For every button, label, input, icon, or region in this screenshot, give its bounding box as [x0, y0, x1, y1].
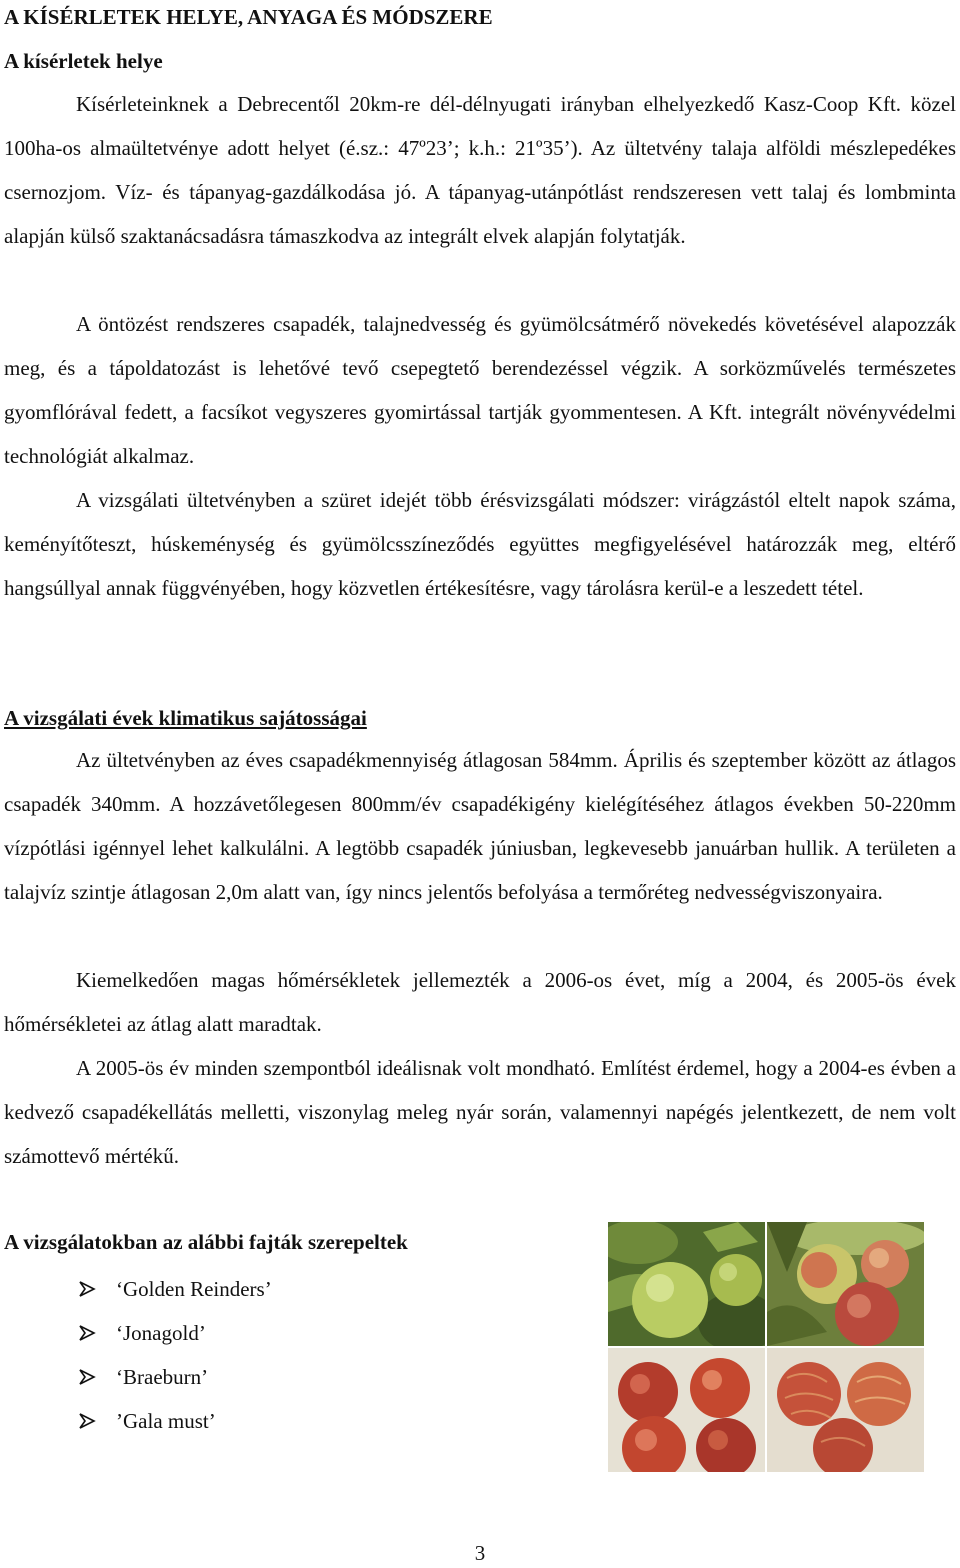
apple-photo-grid: [608, 1222, 924, 1472]
climate-heading: A vizsgálati évek klimatikus sajátosságai: [4, 706, 367, 730]
variety-label: ‘Jonagold’: [116, 1321, 206, 1345]
variety-label: ‘Braeburn’: [116, 1365, 209, 1389]
golden-reinders-photo: [608, 1222, 765, 1346]
varieties-list: [78, 1267, 272, 1443]
braeburn-photo: [608, 1348, 765, 1472]
list-item: [78, 1311, 272, 1355]
variety-label: ‘Golden Reinders’: [116, 1277, 272, 1301]
page-number: 3: [474, 1541, 486, 1565]
arrow-bullet-icon: [78, 1280, 96, 1298]
list-item: [78, 1267, 272, 1311]
arrow-bullet-icon: [78, 1368, 96, 1386]
paragraph-precipitation: Az ültetvényben az éves csapadékmennyiség átlagosan 584mm. Április és szeptember között az átlagos csapadék 340mm. A hozzávetőlegesen 800mm/év csapadékigény kielégítéséhez átlagos években 50-220mm vízpótlási igénnyel lehet kalkulálni. A legtöbb csapadék júniusban, legkevesebb januárban hullik. A területen a talajvíz szintje átlagosan 2,0m alatt van, így nincs jelentős befolyása a termőréteg nedvességviszonyaira.: [4, 748, 956, 904]
varieties-heading: A vizsgálatokban az alábbi fajták szerepeltek: [4, 1230, 408, 1254]
gala-must-photo: [767, 1348, 924, 1472]
location-heading: A kísérletek helye: [4, 49, 163, 73]
arrow-bullet-icon: [78, 1412, 96, 1430]
main-heading: A KÍSÉRLETEK HELYE, ANYAGA ÉS MÓDSZERE: [4, 5, 493, 29]
arrow-bullet-icon: [78, 1324, 96, 1342]
variety-label: ’Gala must’: [116, 1409, 216, 1433]
list-item: [78, 1355, 272, 1399]
paragraph-irrigation: A öntözést rendszeres csapadék, talajnedvesség és gyümölcsátmérő növekedés követésével alapozzák meg, és a tápoldatozást is lehetővé tevő csepegtető berendezéssel végzik. A sorközművelés természetes gyomflórával fedett, a facsíkot vegyszeres gyomirtással tartják gyommentesen. A Kft. integrált növényvédelmi technológiát alkalmaz.: [4, 312, 956, 468]
paragraph-harvest: A vizsgálati ültetvényben a szüret idejét több érésvizsgálati módszer: virágzástól eltelt napok száma, keményítőteszt, húskeménység és gyümölcsszíneződés együttes megfigyelésével határozzák meg, eltérő hangsúllyal annak függvényében, hogy közvetlen értékesítésre, vagy tárolásra kerül-e a leszedett tétel.: [4, 488, 956, 600]
paragraph-temperature: Kiemelkedően magas hőmérsékletek jellemezték a 2006-os évet, míg a 2004, és 2005-ös évek hőmérsékletei az átlag alatt maradtak.: [4, 968, 956, 1036]
list-item: [78, 1399, 272, 1443]
jonagold-photo: [767, 1222, 924, 1346]
paragraph-year-2005: A 2005-ös év minden szempontból ideálisnak volt mondható. Említést érdemel, hogy a 2004-es évben a kedvező csapadékellátás melletti, viszonylag meleg nyár során, valamennyi napégés jelentkezett, de nem volt számottevő mértékű.: [4, 1056, 956, 1168]
paragraph-location: Kísérleteinknek a Debrecentől 20km-re dél-délnyugati irányban elhelyezkedő Kasz-Coop Kft. közel 100ha-os almaültetvénye adott helyet (é.sz.: 47º23’; k.h.: 21º35’). Az ültetvény talaja alföldi mészlepedékes csernozjom. Víz- és tápanyag-gazdálkodása jó. A tápanyag-utánpótlást rendszeresen vett talaj és lombminta alapján külső szaktanácsadásra támaszkodva az integrált elvek alapján folytatják.: [4, 92, 956, 248]
